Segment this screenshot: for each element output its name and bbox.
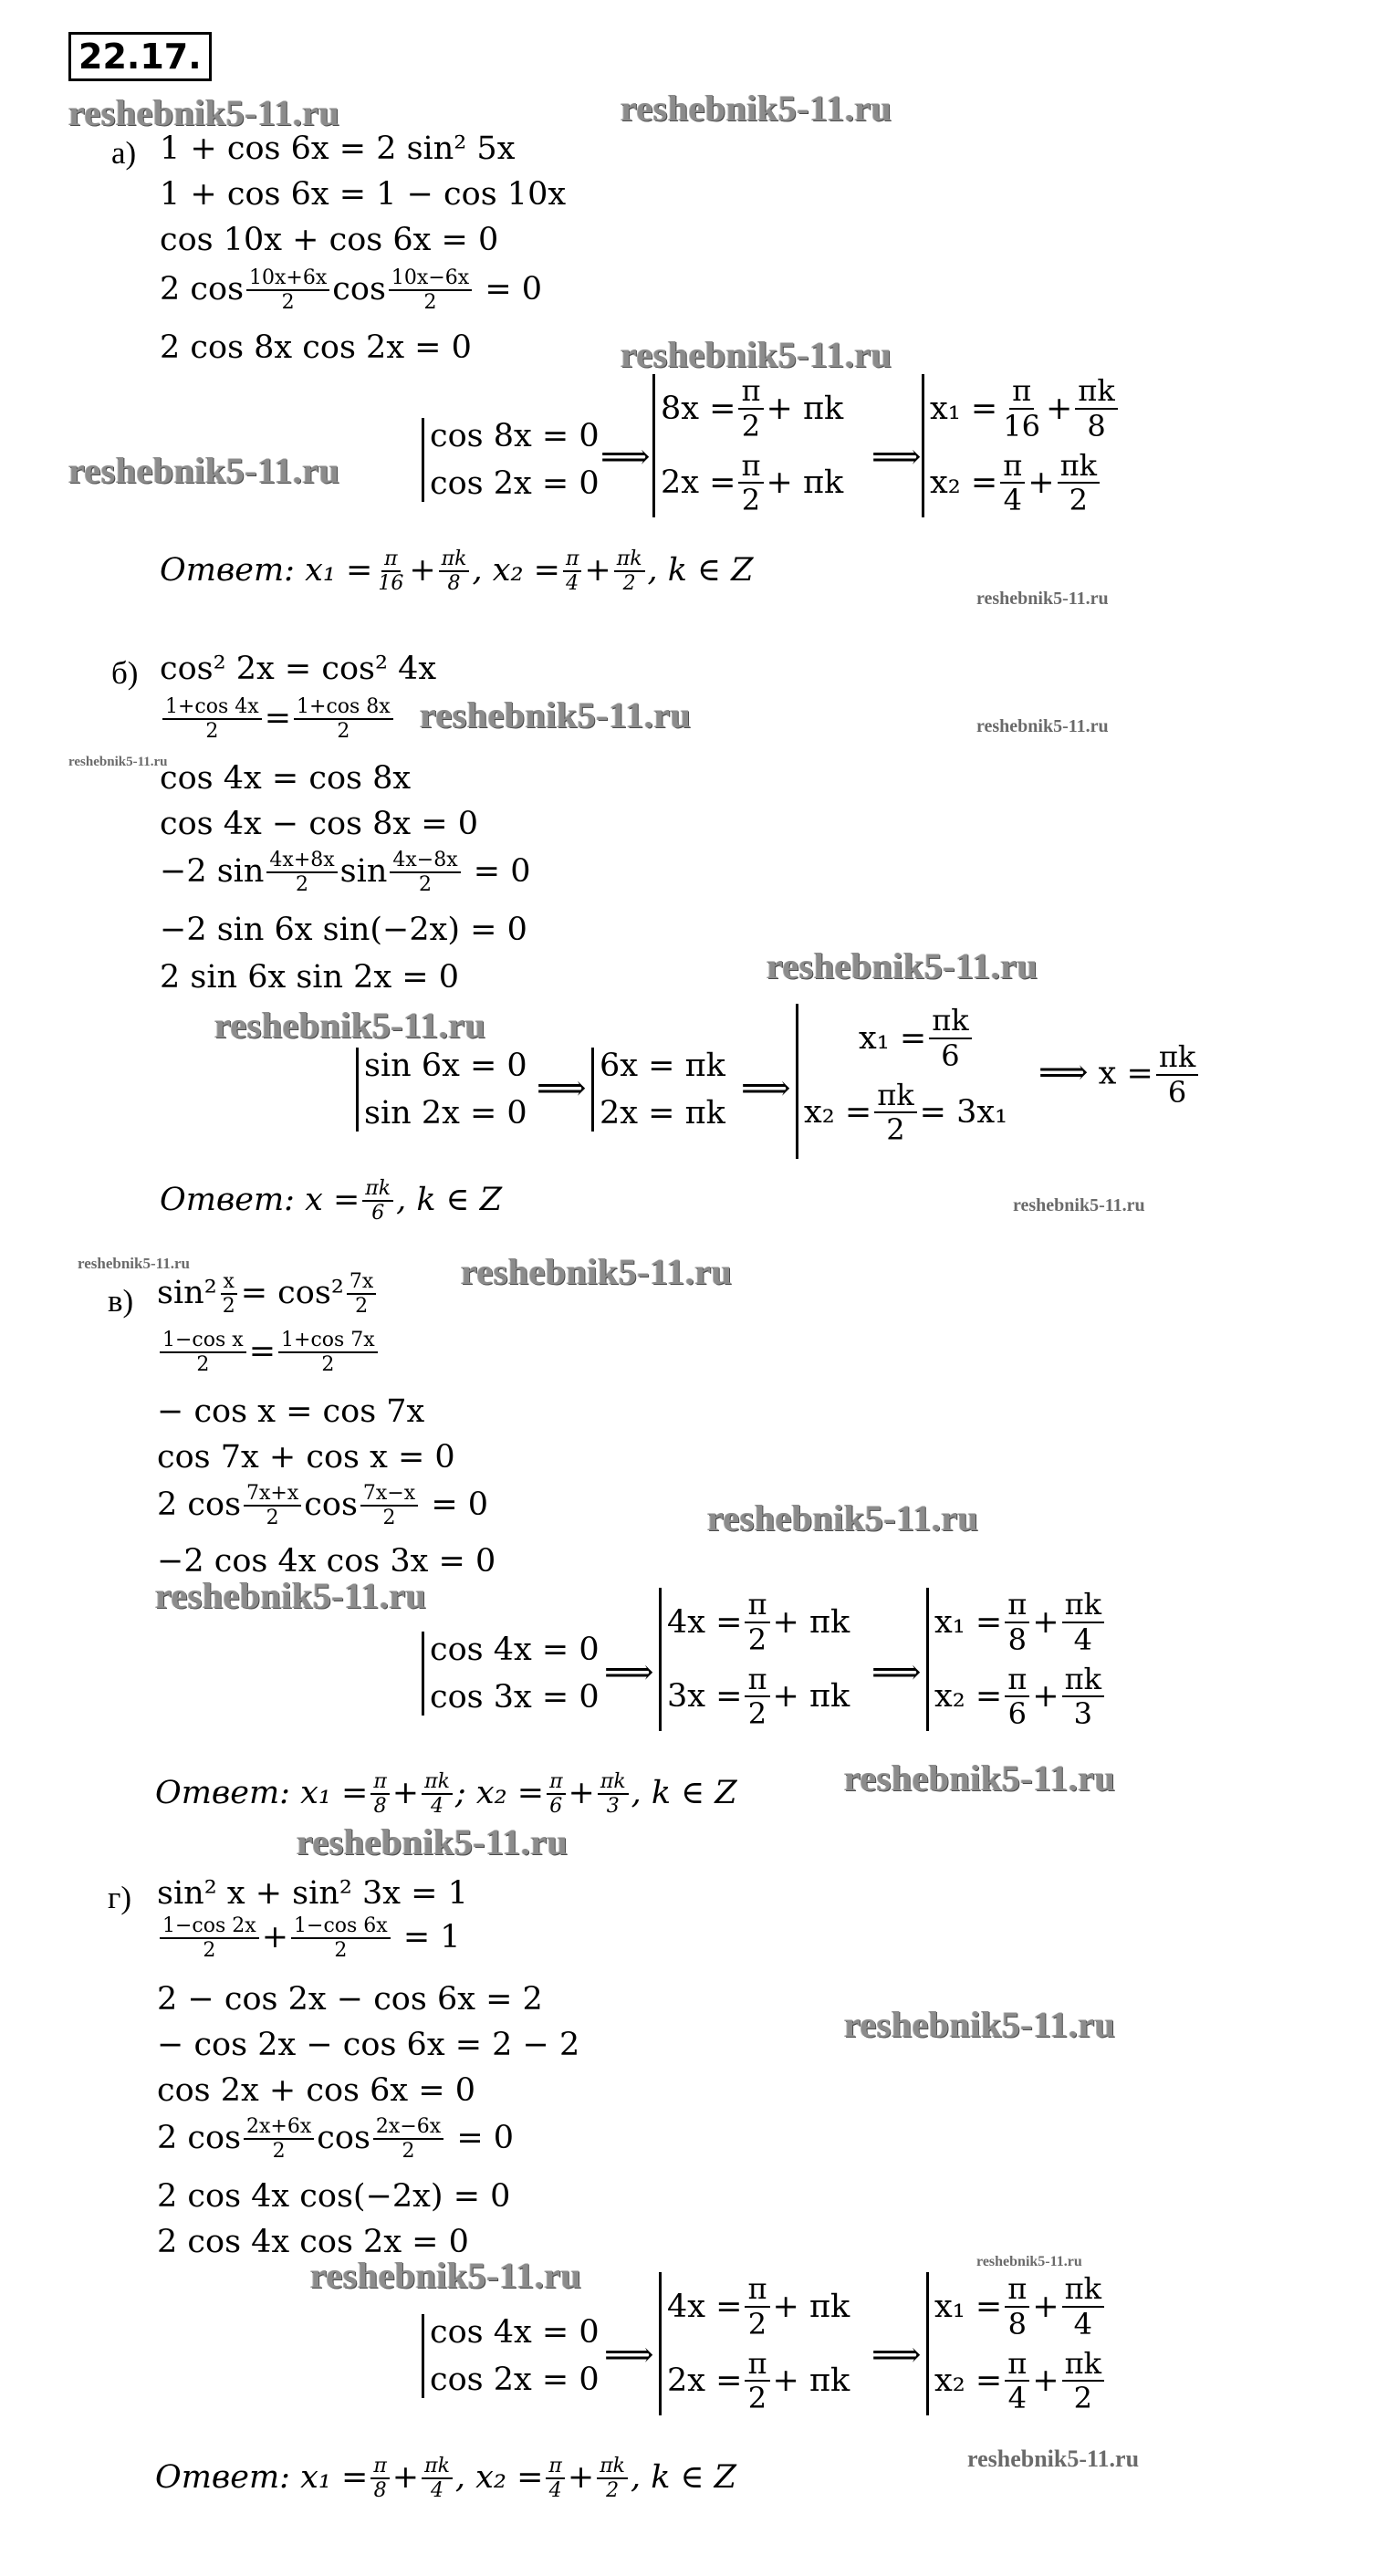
watermark: reshebnik5-11.ru [155,1575,427,1616]
watermark: reshebnik5-11.ru [310,2255,582,2296]
system-2: 6x = πk 2x = πk [591,1048,725,1132]
equation-line: −2 cos 4x cos 3x = 0 [157,1543,496,1580]
implies-arrow: ⟹ [871,1652,922,1692]
watermark: reshebnik5-11.ru [420,694,692,735]
equation-line: 2 cos 8x cos 2x = 0 [160,329,472,366]
equation-line: 2 − cos 2x − cos 6x = 2 [157,1981,543,2018]
implies-arrow: ⟹ [604,1652,654,1692]
equation-line: cos 4x = cos 8x [160,760,412,797]
answer-line: Ответ: x₁ = $\frac{\pi}{8}$ + $\frac{\pi k}{4}$ , x₂ = $\frac{\pi}{4}$ + $\frac{\pi k}{2}$ , k ∈ Z [155,2455,736,2503]
watermark: reshebnik5-11.ru [621,88,892,129]
sum-to-product-line: 2 cos $\frac{10x+6x}{2}$ cos $\frac{10x-6x}{2}$ = 0 [160,266,543,315]
equation-line: 2 sin 6x sin 2x = 0 [160,959,460,996]
equation-line: −2 sin 6x sin(−2x) = 0 [160,912,527,948]
part-a-label: а) [111,135,137,171]
watermark-small: reshebnik5-11.ru [976,589,1109,609]
system-2: 4x = $\frac{\pi}{2}$ + πk 3x = $\frac{\pi}{2}$ + πk [659,1588,850,1731]
sum-to-product-line: −2 sin $\frac{4x+8x}{2}$ sin $\frac{4x-8x}{2}$ = 0 [160,849,531,897]
watermark: reshebnik5-11.ru [844,1757,1116,1799]
implies-arrow: ⟹ [537,1068,587,1108]
system-1: cos 8x = 0 cos 2x = 0 [422,418,600,502]
part-b-label: б) [111,655,139,691]
implies-arrow: ⟹ [600,436,651,476]
equation-line: cos 7x + cos x = 0 [157,1439,455,1476]
watermark: reshebnik5-11.ru [621,334,892,375]
equation-line: − cos 2x − cos 6x = 2 − 2 [157,2027,580,2063]
implies-arrow: ⟹ [741,1068,791,1108]
watermark: reshebnik5-11.ru [68,450,340,491]
watermark-small: reshebnik5-11.ru [967,2446,1140,2472]
watermark: reshebnik5-11.ru [461,1251,733,1292]
equation-line: − cos x = cos 7x [157,1393,425,1430]
equation-line: 1 + cos 6x = 1 − cos 10x [160,176,567,213]
result-line: ⟹ x = $\frac{\pi k}{6}$ [1038,1040,1201,1110]
half-angle-line: $\frac{1-\cos 2x}{2}$ + $\frac{1-\cos 6x}{2}$ = 1 [157,1914,461,1963]
system-1: sin 6x = 0 sin 2x = 0 [356,1048,527,1132]
sum-to-product-line: 2 cos $\frac{7x+x}{2}$ cos $\frac{7x-x}{2}$ = 0 [157,1482,489,1530]
implies-arrow: ⟹ [871,436,922,476]
system-3: x₁ = $\frac{\pi}{8}$ + $\frac{\pi k}{4}$ x₂ = $\frac{\pi}{4}$ + $\frac{\pi k}{2}$ [926,2272,1107,2415]
watermark-small: reshebnik5-11.ru [976,2254,1082,2269]
watermark: reshebnik5-11.ru [707,1497,979,1538]
equation-line: cos 2x + cos 6x = 0 [157,2072,475,2109]
watermark-small: reshebnik5-11.ru [78,1255,190,1272]
watermark: reshebnik5-11.ru [844,2004,1116,2045]
sum-to-product-line: 2 cos $\frac{2x+6x}{2}$ cos $\frac{2x-6x}{2}$ = 0 [157,2115,515,2164]
half-angle-line: $\frac{\text{1−cos x}}{2}$ = $\frac{1+\cos 7x}{2}$ [157,1329,381,1377]
system-3: x₁ = $\frac{\pi}{16}$ + $\frac{\pi k}{8}$ x₂ = $\frac{\pi}{4}$ + $\frac{\pi k}{2}$ [922,374,1121,517]
equation-line: sin² x + sin² 3x = 1 [157,1875,468,1912]
system-2: 4x = $\frac{\pi}{2}$ + πk 2x = $\frac{\pi}{2}$ + πk [659,2272,850,2415]
watermark-small: reshebnik5-11.ru [1013,1195,1145,1215]
watermark: reshebnik5-11.ru [767,945,1038,986]
system-2: 8x = $\frac{\pi}{2}$ + πk 2x = $\frac{\pi}{2}$ + πk [652,374,843,517]
half-angle-line: $\frac{1+\cos 4x}{2}$ = $\frac{1+\cos 8x}{2}$ [160,695,396,744]
system-1: cos 4x = 0 cos 2x = 0 [422,2314,600,2398]
watermark: reshebnik5-11.ru [297,1821,569,1862]
equation-line: sin² $\frac{x}{2}$ = cos² $\frac{7x}{2}$ [157,1270,379,1319]
equation-line: cos 4x − cos 8x = 0 [160,806,478,842]
watermark-small: reshebnik5-11.ru [976,716,1109,736]
problem-number: 22.17. [68,32,212,81]
implies-arrow: ⟹ [871,2334,922,2374]
watermark: reshebnik5-11.ru [68,92,340,133]
equation-line: cos 10x + cos 6x = 0 [160,222,499,258]
watermark: reshebnik5-11.ru [214,1005,486,1046]
equation-line: 2 cos 4x cos 2x = 0 [157,2224,469,2260]
answer-line: Ответ: x₁ = $\frac{\pi}{8}$ + $\frac{\pi k}{4}$ ; x₂ = $\frac{\pi}{6}$ + $\frac{\pi k}{3}$ , k ∈ Z [155,1770,737,1819]
equation-line: cos² 2x = cos² 4x [160,651,437,687]
equation-line: 1 + cos 6x = 2 sin² 5x [160,130,516,167]
system-1: cos 4x = 0 cos 3x = 0 [422,1632,600,1716]
implies-arrow: ⟹ [604,2334,654,2374]
system-3: x₁ = $\frac{\pi}{8}$ + $\frac{\pi k}{4}$ x₂ = $\frac{\pi}{6}$ + $\frac{\pi k}{3}$ [926,1588,1107,1731]
system-3: x₁ = $\frac{\pi k}{6}$ x₂ = $\frac{\pi k}{2}$ = 3x₁ [796,1004,1007,1159]
part-d-label: г) [108,1880,132,1915]
part-c-label: в) [108,1283,134,1319]
watermark-small: reshebnik5-11.ru [68,755,168,769]
answer-line: Ответ: x₁ = $\frac{\pi}{16}$ + $\frac{\pi k}{8}$ , x₂ = $\frac{\pi}{4}$ + $\frac{\pi k}{2}$ , k ∈ Z [160,548,754,596]
equation-line: 2 cos 4x cos(−2x) = 0 [157,2178,511,2215]
answer-line: Ответ: x = $\frac{\pi k}{6}$ , k ∈ Z [160,1177,503,1225]
